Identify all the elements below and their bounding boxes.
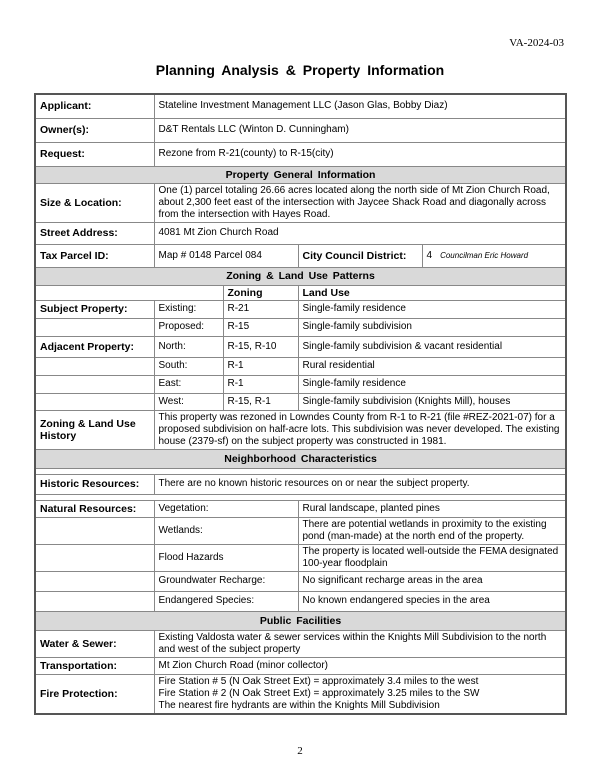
- natural-resources-label: Natural Resources:: [35, 500, 154, 517]
- adjacent-direction: West:: [154, 393, 223, 410]
- request-row: [35, 142, 566, 166]
- adjacent-zoning: R-15, R-10: [223, 336, 298, 357]
- natural-resource-value: There are potential wetlands in proximity to the existing pond (man-made) at the north end of the property.: [298, 517, 566, 544]
- adjacent-land-use: Rural residential: [298, 357, 566, 375]
- adjacent-zoning: R-1: [223, 375, 298, 393]
- size-location-label: Size & Location:: [35, 183, 154, 222]
- transportation-row: [35, 657, 566, 674]
- applicant-value: Stateline Investment Management LLC (Jason Glas, Bobby Diaz): [154, 94, 566, 118]
- transportation-label: Transportation:: [35, 657, 154, 674]
- applicant-row: [35, 94, 566, 118]
- adjacent-direction: North:: [154, 336, 223, 357]
- natural-resource-item: Flood Hazards: [154, 544, 298, 571]
- adjacent-zoning: R-15, R-1: [223, 393, 298, 410]
- subject-property-label: Subject Property:: [35, 300, 154, 318]
- page-title: Planning Analysis & Property Information: [155, 62, 445, 78]
- natural-resource-item: Groundwater Recharge:: [154, 571, 298, 591]
- owners-label: Owner(s):: [35, 118, 154, 142]
- natural-endangered-row: [35, 591, 566, 611]
- adjacent-direction: East:: [154, 375, 223, 393]
- fire-protection-value: [154, 674, 566, 714]
- natural-resource-item: Endangered Species:: [154, 591, 298, 611]
- tax-parcel-row: [35, 244, 566, 267]
- natural-groundwater-row: [35, 571, 566, 591]
- fire-station-line: Fire Station # 2 (N Oak Street Ext) = approximately 3.25 miles to the SW: [158, 687, 480, 699]
- natural-resource-item: Wetlands:: [154, 517, 298, 544]
- page-number: 2: [297, 745, 303, 757]
- council-member-name: Councilman Eric Howard: [440, 250, 529, 260]
- street-address-row: [35, 222, 566, 244]
- adjacent-north-row: [35, 336, 566, 357]
- tax-parcel-label: Tax Parcel ID:: [35, 244, 154, 267]
- request-value: Rezone from R-21(county) to R-15(city): [154, 142, 566, 166]
- section-heading-neighborhood: Neighborhood Characteristics: [35, 449, 566, 468]
- subject-proposed-row: [35, 318, 566, 336]
- fire-station-line: Fire Station # 5 (N Oak Street Ext) = approximately 3.4 miles to the west: [158, 675, 479, 687]
- section-heading-public-facilities: Public Facilities: [35, 611, 566, 630]
- natural-vegetation-row: [35, 500, 566, 517]
- adjacent-land-use: Single-family subdivision & vacant residential: [298, 336, 566, 357]
- adjacent-east-row: [35, 375, 566, 393]
- section-heading-zoning: Zoning & Land Use Patterns: [35, 267, 566, 285]
- historic-resources-row: [35, 474, 566, 494]
- adjacent-land-use: Single-family residence: [298, 375, 566, 393]
- adjacent-zoning: R-1: [223, 357, 298, 375]
- subject-existing-row: [35, 300, 566, 318]
- document-id: VA-2024-03: [509, 37, 564, 49]
- water-sewer-row: [35, 630, 566, 657]
- natural-resource-value: The property is located well-outside the FEMA designated 100-year floodplain: [298, 544, 566, 571]
- subject-zoning: R-21: [223, 300, 298, 318]
- fire-hydrant-line: The nearest fire hydrants are within the Knights Mill Subdivision: [158, 699, 440, 711]
- subject-direction: Existing:: [154, 300, 223, 318]
- water-sewer-value: Existing Valdosta water & sewer services within the Knights Mill Subdivision to the north and west of the subject property: [154, 630, 566, 657]
- zoning-column-header: Zoning: [223, 285, 298, 300]
- natural-wetlands-row: [35, 517, 566, 544]
- street-address-label: Street Address:: [35, 222, 154, 244]
- size-location-row: [35, 183, 566, 222]
- adjacent-west-row: [35, 393, 566, 410]
- owners-value: D&T Rentals LLC (Winton D. Cunningham): [154, 118, 566, 142]
- adjacent-property-label: Adjacent Property:: [35, 336, 154, 357]
- historic-resources-label: Historic Resources:: [35, 474, 154, 494]
- fire-protection-row: [35, 674, 566, 714]
- adjacent-land-use: Single-family subdivision (Knights Mill), houses: [298, 393, 566, 410]
- subject-land-use: Single-family subdivision: [298, 318, 566, 336]
- adjacent-direction: South:: [154, 357, 223, 375]
- zoning-history-row: [35, 410, 566, 449]
- natural-flood-row: [35, 544, 566, 571]
- size-location-value: One (1) parcel totaling 26.66 acres located along the north side of Mt Zion Church Road, about 2,300 feet east of the intersection with Jaycee Shack Road and diagonally across from the intersection with Hayes Road.: [154, 183, 566, 222]
- street-address-value: 4081 Mt Zion Church Road: [154, 222, 566, 244]
- adjacent-south-row: [35, 357, 566, 375]
- request-label: Request:: [35, 142, 154, 166]
- applicant-label: Applicant:: [35, 94, 154, 118]
- planning-analysis-table: [34, 93, 567, 715]
- historic-resources-value: There are no known historic resources on or near the subject property.: [154, 474, 566, 494]
- subject-zoning: R-15: [223, 318, 298, 336]
- subject-direction: Proposed:: [154, 318, 223, 336]
- council-district-value: [422, 244, 566, 267]
- subject-land-use: Single-family residence: [298, 300, 566, 318]
- natural-resource-item: Vegetation:: [154, 500, 298, 517]
- water-sewer-label: Water & Sewer:: [35, 630, 154, 657]
- owners-row: [35, 118, 566, 142]
- section-heading-property-general: Property General Information: [35, 166, 566, 183]
- transportation-value: Mt Zion Church Road (minor collector): [154, 657, 566, 674]
- natural-resource-value: No known endangered species in the area: [298, 591, 566, 611]
- zoning-history-label: Zoning & Land Use History: [35, 410, 154, 449]
- council-district-label: City Council District:: [298, 244, 422, 267]
- zoning-history-value: This property was rezoned in Lowndes County from R-1 to R-21 (file #REZ-2021-07) for a proposed subdivision on half-acre lots. This subdivision was never developed. The existing house (2379-sf) on the subject property was constructed in 1981.: [154, 410, 566, 449]
- land-use-column-header: Land Use: [298, 285, 566, 300]
- fire-protection-label: Fire Protection:: [35, 674, 154, 714]
- natural-resource-value: Rural landscape, planted pines: [298, 500, 566, 517]
- tax-parcel-value: Map # 0148 Parcel 084: [154, 244, 298, 267]
- natural-resource-value: No significant recharge areas in the area: [298, 571, 566, 591]
- zoning-column-header-row: [35, 285, 566, 300]
- council-district-number: 4: [426, 249, 433, 261]
